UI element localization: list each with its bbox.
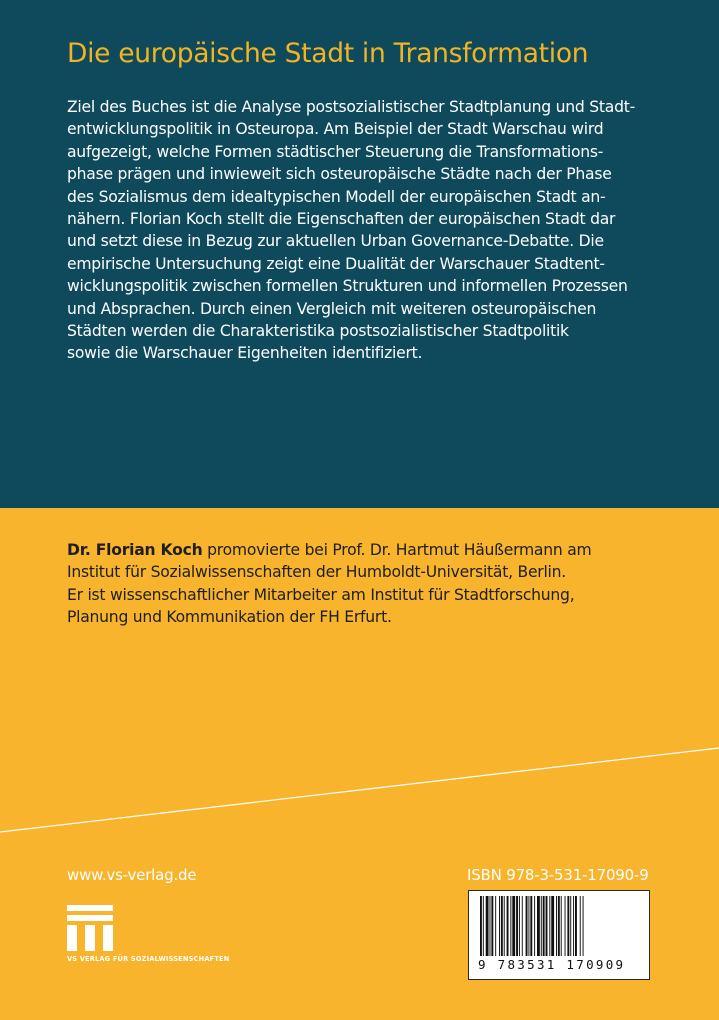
- author-name: Dr. Florian Koch: [67, 541, 203, 559]
- barcode-bar: [534, 896, 535, 956]
- barcode-bar: [573, 896, 574, 956]
- barcode-bar: [565, 896, 566, 956]
- barcode-bar: [499, 896, 500, 956]
- barcode-bar: [541, 896, 542, 956]
- barcode-bar: [516, 896, 518, 956]
- blurb-text: [67, 96, 642, 365]
- barcode-bar: [583, 896, 584, 956]
- barcode-bar: [570, 896, 571, 956]
- blurb-line: phase prägen und inwieweit sich osteuropäische Städte nach der Phase: [67, 165, 612, 184]
- author-bio: [67, 539, 667, 629]
- author-bio-line: [67, 539, 667, 561]
- barcode-bar: [551, 896, 554, 956]
- blurb-line: nähern. Florian Koch stellt die Eigenschaften der europäischen Stadt dar: [67, 210, 616, 229]
- barcode-bar: [510, 896, 511, 956]
- barcode-bar: [575, 896, 577, 956]
- barcode-bar: [549, 896, 550, 956]
- barcode-bar: [501, 896, 503, 956]
- barcode-bar: [486, 896, 489, 956]
- blurb-line: sowie die Warschauer Eigenheiten identifiziert.: [67, 344, 423, 363]
- barcode-bar: [530, 896, 532, 956]
- barcode-bar: [561, 896, 562, 956]
- barcode-bar: [580, 896, 581, 956]
- barcode-bar: [480, 896, 482, 956]
- blurb-line: Städten werden die Charakteristika postsozialistischer Stadtpolitik: [67, 322, 569, 341]
- barcode-box: [468, 890, 650, 980]
- barcode-bar: [483, 896, 484, 956]
- blurb-line: aufgezeigt, welche Formen städtischer Steuerung die Transformations-: [67, 142, 604, 161]
- barcode-icon: [478, 896, 642, 956]
- barcode-bar: [537, 896, 540, 956]
- blurb-line: entwicklungspolitik in Osteuropa. Am Beispiel der Stadt Warschau wird: [67, 120, 604, 139]
- author-bio-line-rest: promovierte bei Prof. Dr. Hartmut Häußermann am: [202, 541, 592, 559]
- blurb-line: und setzt diese in Bezug zur aktuellen Urban Governance-Debatte. Die: [67, 232, 604, 251]
- author-bio-line: Planung und Kommunikation der FH Erfurt.: [67, 608, 392, 627]
- blurb-line: Ziel des Buches ist die Analyse postsozialistischer Stadtplanung und Stadt-: [67, 98, 635, 116]
- barcode-bar: [528, 896, 529, 956]
- barcode-bar: [526, 896, 528, 956]
- barcode-bar: [504, 896, 505, 956]
- barcode-bar: [519, 896, 520, 956]
- blurb-line: wicklungspolitik zwischen formellen Strukturen und informellen Prozessen: [67, 277, 628, 296]
- barcode-bar: [558, 896, 560, 956]
- author-bio-line: Er ist wissenschaftlicher Mitarbeiter am Institut für Stadtforschung,: [67, 585, 575, 604]
- isbn-text: ISBN 978-3-531-17090-9: [467, 866, 649, 884]
- barcode-bar: [490, 896, 491, 956]
- publisher-url: www.vs-verlag.de: [67, 866, 197, 884]
- barcode-bar: [495, 896, 496, 956]
- blurb-line: und Absprachen. Durch einen Vergleich mit weiteren osteuropäischen: [67, 299, 597, 318]
- publisher-name: VS VERLAG FÜR SOZIALWISSENSCHAFTEN: [67, 955, 230, 963]
- decorative-diagonal-line: [0, 740, 719, 850]
- barcode-bar: [556, 896, 557, 956]
- barcode-bar: [491, 896, 493, 956]
- blurb-line: des Sozialismus dem idealtypischen Modell der europäischen Stadt an-: [67, 187, 606, 206]
- barcode-bar: [546, 896, 548, 956]
- barcode-bar: [507, 896, 509, 956]
- barcode-bar: [567, 896, 569, 956]
- barcode-bar: [543, 896, 545, 956]
- barcode-digits: 9 783531 170909: [478, 957, 626, 972]
- book-title: Die europäische Stadt in Transformation: [67, 38, 589, 69]
- barcode-bar: [522, 896, 523, 956]
- blurb-line: empirische Untersuchung zeigt eine Dualität der Warschauer Stadtent-: [67, 254, 605, 273]
- author-bio-line: Institut für Sozialwissenschaften der Humboldt-Universität, Berlin.: [67, 563, 566, 582]
- barcode-bar: [512, 896, 515, 956]
